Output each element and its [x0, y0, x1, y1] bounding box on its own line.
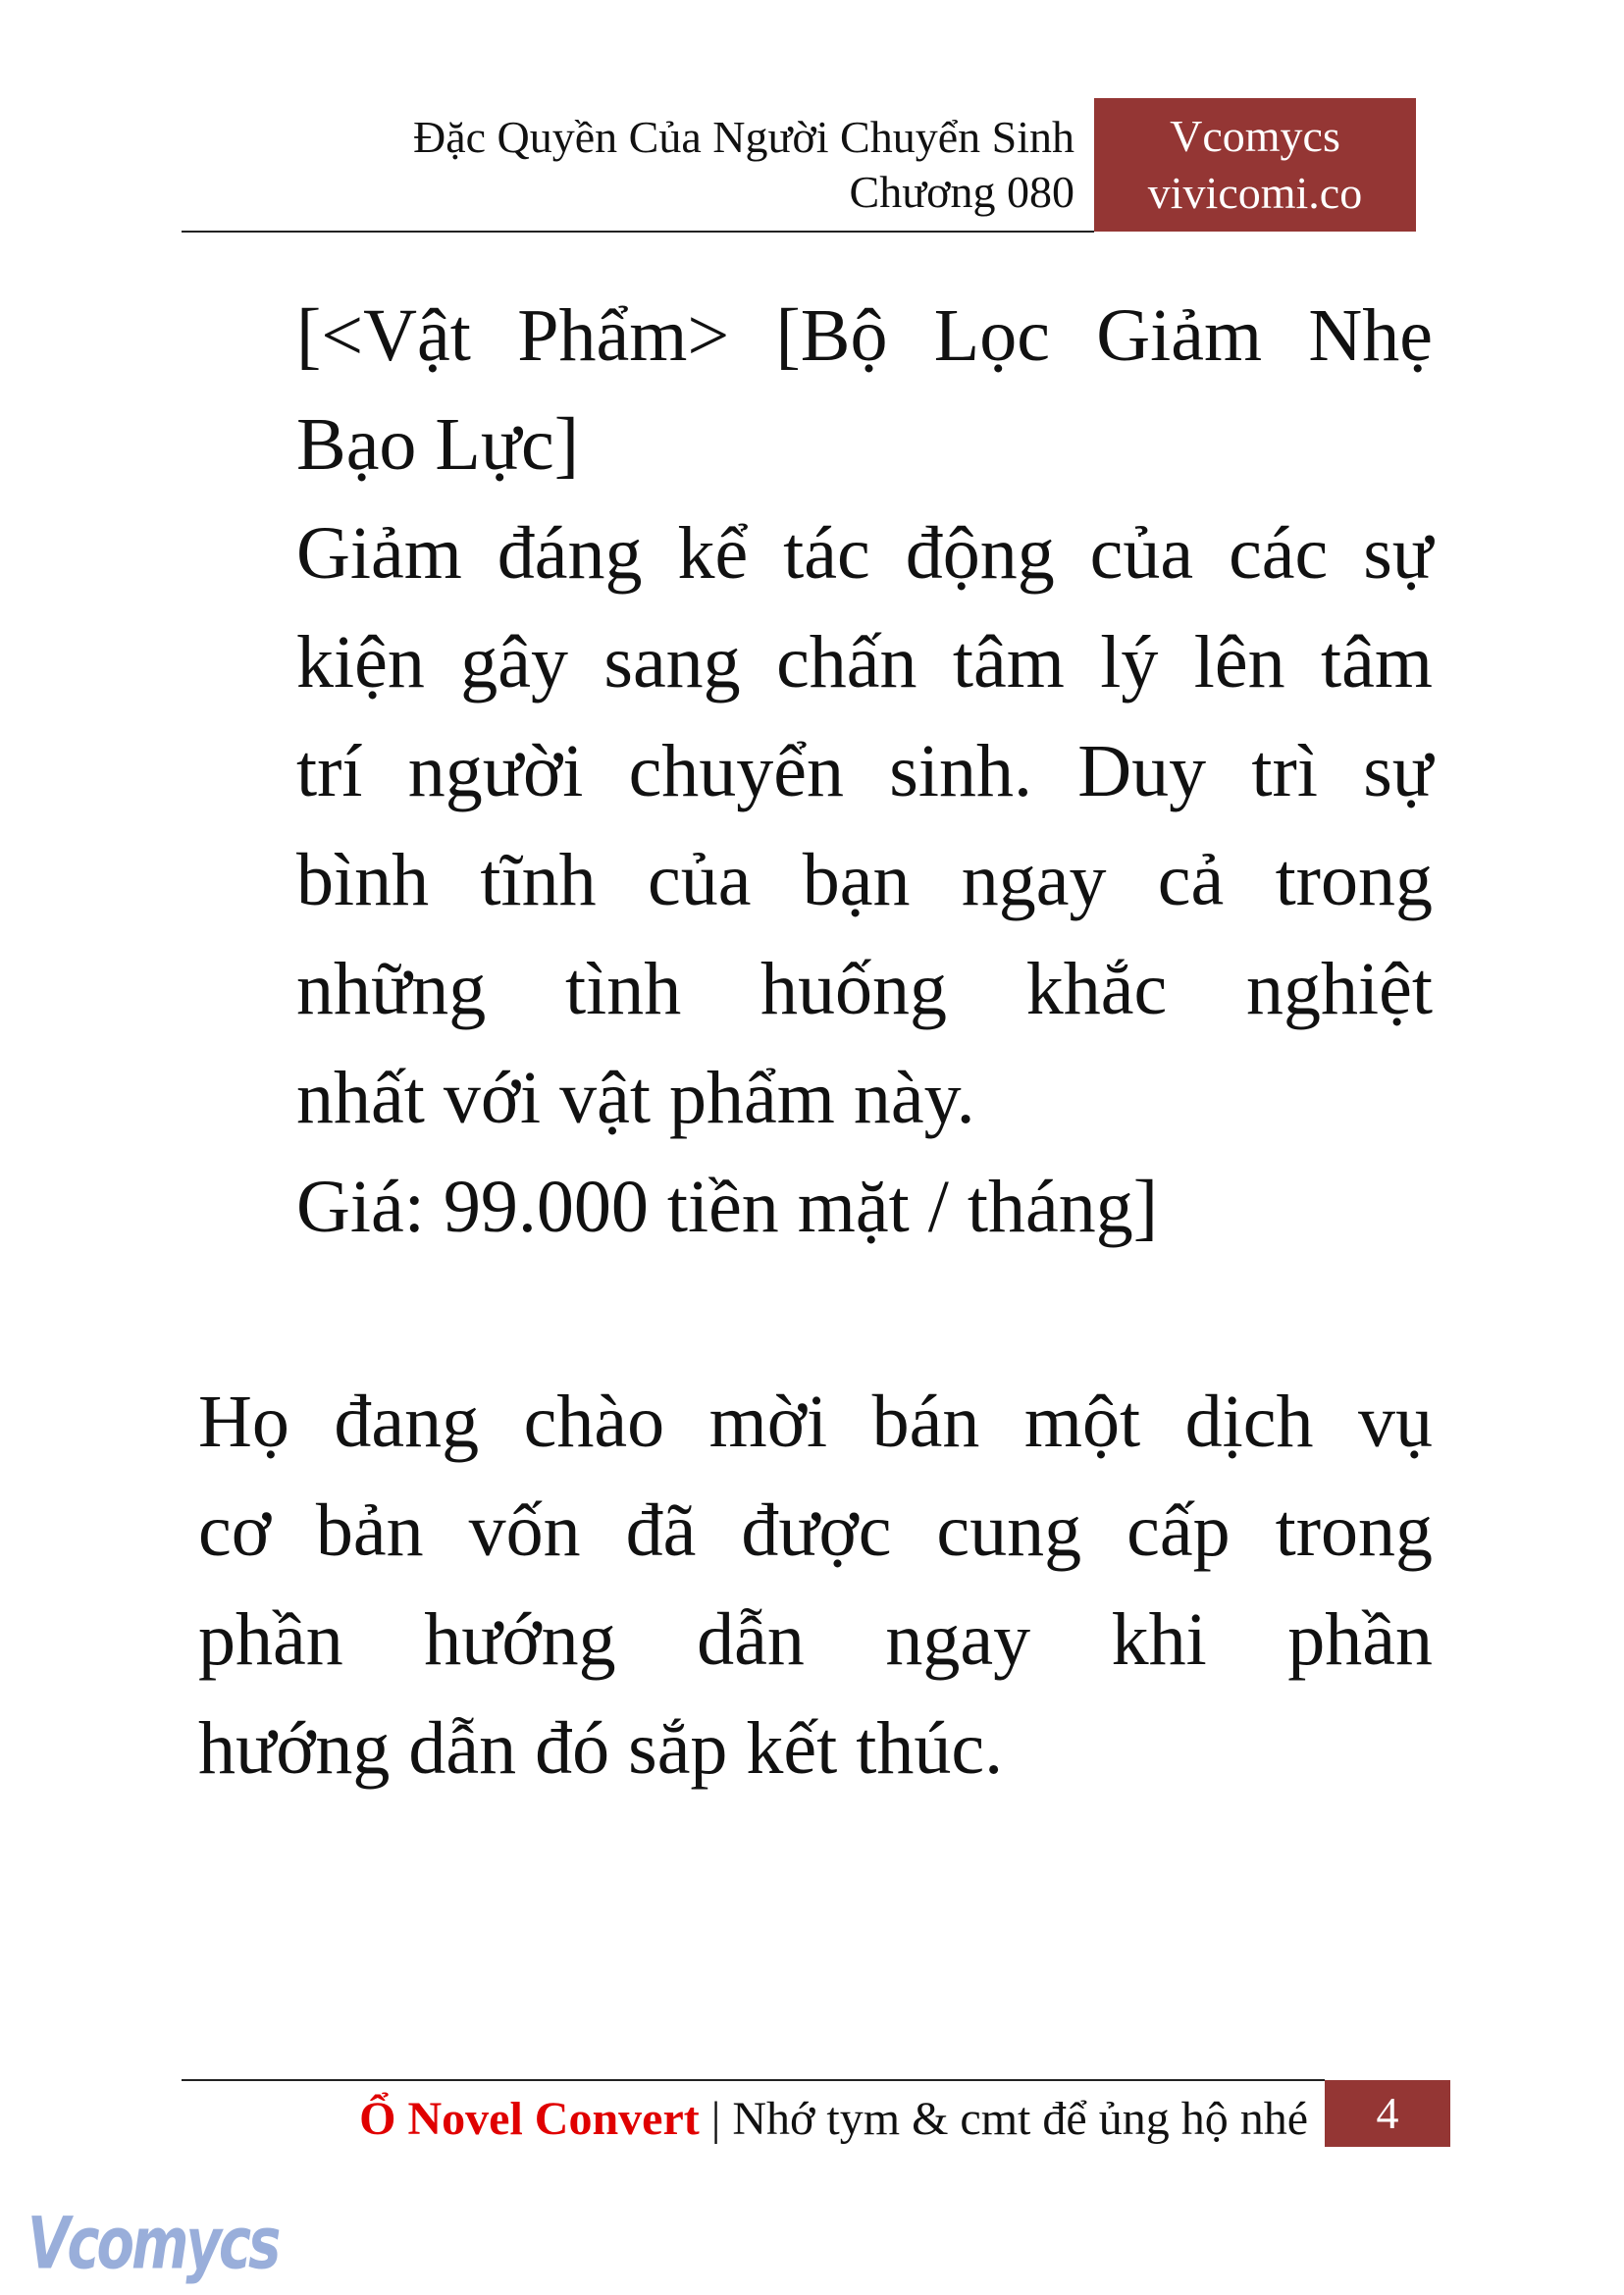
- footer-text: [359, 2090, 1308, 2149]
- text-line: Họ đang chào mời bán một dịch vụ: [198, 1381, 1433, 1463]
- text-line: nhất với vật phẩm này.: [296, 1057, 975, 1139]
- page-number: 4: [1325, 2080, 1450, 2147]
- text-line: cơ bản vốn đã được cung cấp trong: [198, 1489, 1433, 1572]
- text-line: bình tĩnh của bạn ngay cả trong: [296, 839, 1433, 921]
- body-paragraph: [198, 1368, 1433, 1803]
- text-line: hướng dẫn đó sắp kết thúc.: [198, 1707, 1004, 1790]
- text-line: trí người chuyển sinh. Duy trì sự: [296, 730, 1433, 812]
- text-line: Giá: 99.000 tiền mặt / tháng]: [296, 1166, 1159, 1248]
- text-line: Giảm đáng kể tác động của các sự: [296, 512, 1433, 595]
- footer-divider: [182, 2079, 1325, 2081]
- chapter-title: [413, 110, 1074, 220]
- chapter-number: Chương 080: [849, 167, 1074, 217]
- text-line: những tình huống khắc nghiệt: [296, 948, 1433, 1030]
- footer-brand: Ổ Novel Convert: [359, 2093, 700, 2145]
- header-divider: [182, 231, 1094, 233]
- text-line: kiện gây sang chấn tâm lý lên tâm: [296, 621, 1433, 704]
- item-description: [296, 282, 1433, 1262]
- footer-note: Nhớ tym & cmt để ủng hộ nhé: [732, 2093, 1308, 2145]
- footer-separator: |: [710, 2093, 721, 2145]
- brand-box: [1094, 98, 1416, 232]
- brand-site: vivicomi.co: [1147, 168, 1363, 218]
- watermark-logo: Vcomycs: [27, 2203, 279, 2286]
- text-line: phần hướng dẫn ngay khi phần: [198, 1598, 1433, 1681]
- novel-title: Đặc Quyền Của Người Chuyển Sinh: [412, 112, 1074, 162]
- text-line: Bạo Lực]: [296, 403, 580, 486]
- brand-name: Vcomycs: [1170, 111, 1340, 161]
- text-line: [<Vật Phẩm> [Bộ Lọc Giảm Nhẹ: [296, 294, 1433, 377]
